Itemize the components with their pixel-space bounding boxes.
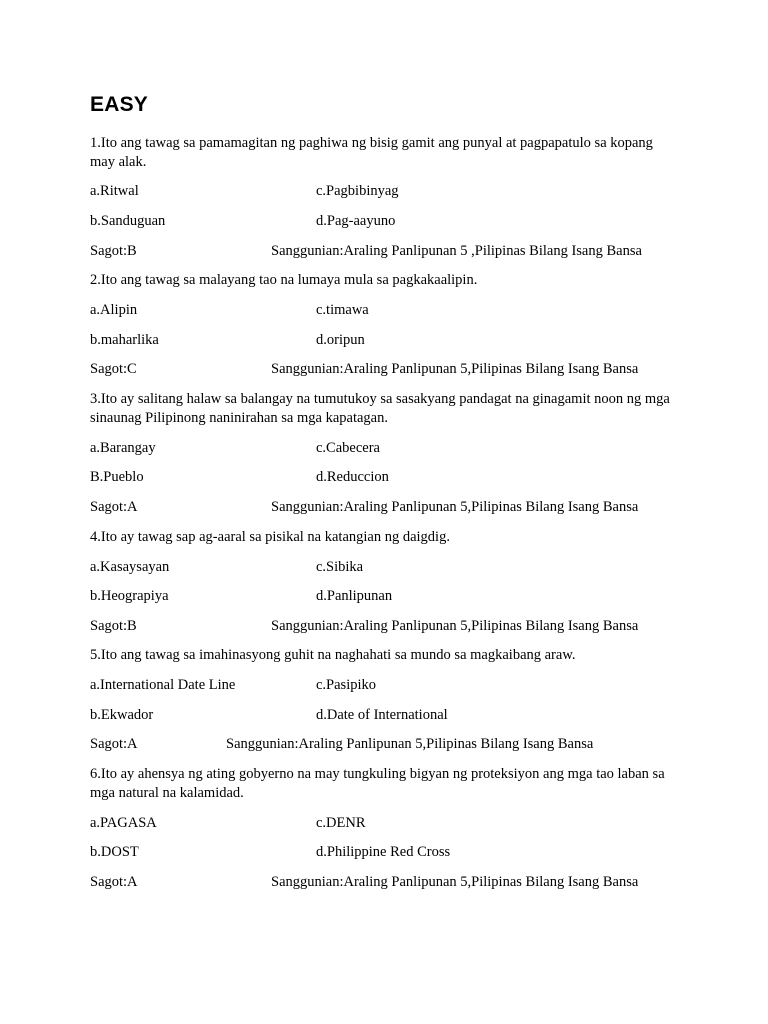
question-5-source: Sanggunian:Araling Panlipunan 5,Pilipinas Bilang Isang Bansa: [226, 736, 594, 752]
question-1-option-d: d.Pag-aayuno: [316, 213, 396, 229]
question-3-option-b: B.Pueblo: [90, 469, 144, 485]
question-4-source: Sanggunian:Araling Panlipunan 5,Pilipinas Bilang Isang Bansa: [271, 618, 639, 634]
question-5-option-d: d.Date of International: [316, 707, 448, 723]
question-1-option-a: a.Ritwal: [90, 183, 139, 199]
question-2-source: Sanggunian:Araling Panlipunan 5,Pilipinas Bilang Isang Bansa: [271, 361, 639, 377]
question-3-option-d: d.Reduccion: [316, 469, 389, 485]
question-3-text: 3.Ito ay salitang halaw sa balangay na tumutukoy sa sasakyang pandagat na ginagamit noon ng mga sinaunag Pilipinong naninirahan sa mga kapatagan.: [90, 391, 670, 426]
question-2-text: 2.Ito ang tawag sa malayang tao na lumaya mula sa pagkakaalipin.: [90, 272, 478, 288]
question-6-option-c: c.DENR: [316, 815, 366, 831]
question-6-answer: Sagot:A: [90, 874, 138, 890]
question-3-option-c: c.Cabecera: [316, 440, 380, 456]
question-2-answer: Sagot:C: [90, 361, 137, 377]
question-6-option-d: d.Philippine Red Cross: [316, 844, 451, 860]
question-1-option-c: c.Pagbibinyag: [316, 183, 399, 199]
question-5-answer: Sagot:A: [90, 736, 138, 752]
question-4-option-c: c.Sibika: [316, 559, 364, 575]
question-5-text: 5.Ito ang tawag sa imahinasyong guhit na naghahati sa mundo sa magkaibang araw.: [90, 647, 576, 663]
question-3-option-a: a.Barangay: [90, 440, 156, 456]
question-6-option-a: a.PAGASA: [90, 815, 157, 831]
question-4-option-a: a.Kasaysayan: [90, 559, 170, 575]
question-4-answer: Sagot:B: [90, 618, 137, 634]
question-1-text: 1.Ito ang tawag sa pamamagitan ng paghiwa ng bisig gamit ang punyal at pagpapatulo sa kopang may alak.: [90, 135, 653, 170]
question-6-option-b: b.DOST: [90, 844, 139, 860]
question-3-answer: Sagot:A: [90, 499, 138, 515]
question-1-option-b: b.Sanduguan: [90, 213, 166, 229]
question-5-option-c: c.Pasipiko: [316, 677, 377, 693]
question-5-option-a: a.International Date Line: [90, 677, 236, 693]
question-2-option-c: c.timawa: [316, 302, 369, 318]
question-2-option-a: a.Alipin: [90, 302, 138, 318]
question-4-option-b: b.Heograpiya: [90, 588, 169, 604]
question-1-source: Sanggunian:Araling Panlipunan 5 ,Pilipinas Bilang Isang Bansa: [271, 243, 642, 259]
question-6-text: 6.Ito ay ahensya ng ating gobyerno na may tungkuling bigyan ng proteksiyon ang mga tao laban sa mga natural na kalamidad.: [90, 766, 665, 801]
question-3-source: Sanggunian:Araling Panlipunan 5,Pilipinas Bilang Isang Bansa: [271, 499, 639, 515]
page-title: EASY: [90, 93, 148, 116]
question-1-answer: Sagot:B: [90, 243, 137, 259]
question-2-option-d: d.oripun: [316, 332, 365, 348]
question-4-option-d: d.Panlipunan: [316, 588, 393, 604]
question-4-text: 4.Ito ay tawag sap ag-aaral sa pisikal na katangian ng daigdig.: [90, 529, 450, 545]
question-2-option-b: b.maharlika: [90, 332, 159, 348]
question-6-source: Sanggunian:Araling Panlipunan 5,Pilipinas Bilang Isang Bansa: [271, 874, 639, 890]
question-5-option-b: b.Ekwador: [90, 707, 154, 723]
